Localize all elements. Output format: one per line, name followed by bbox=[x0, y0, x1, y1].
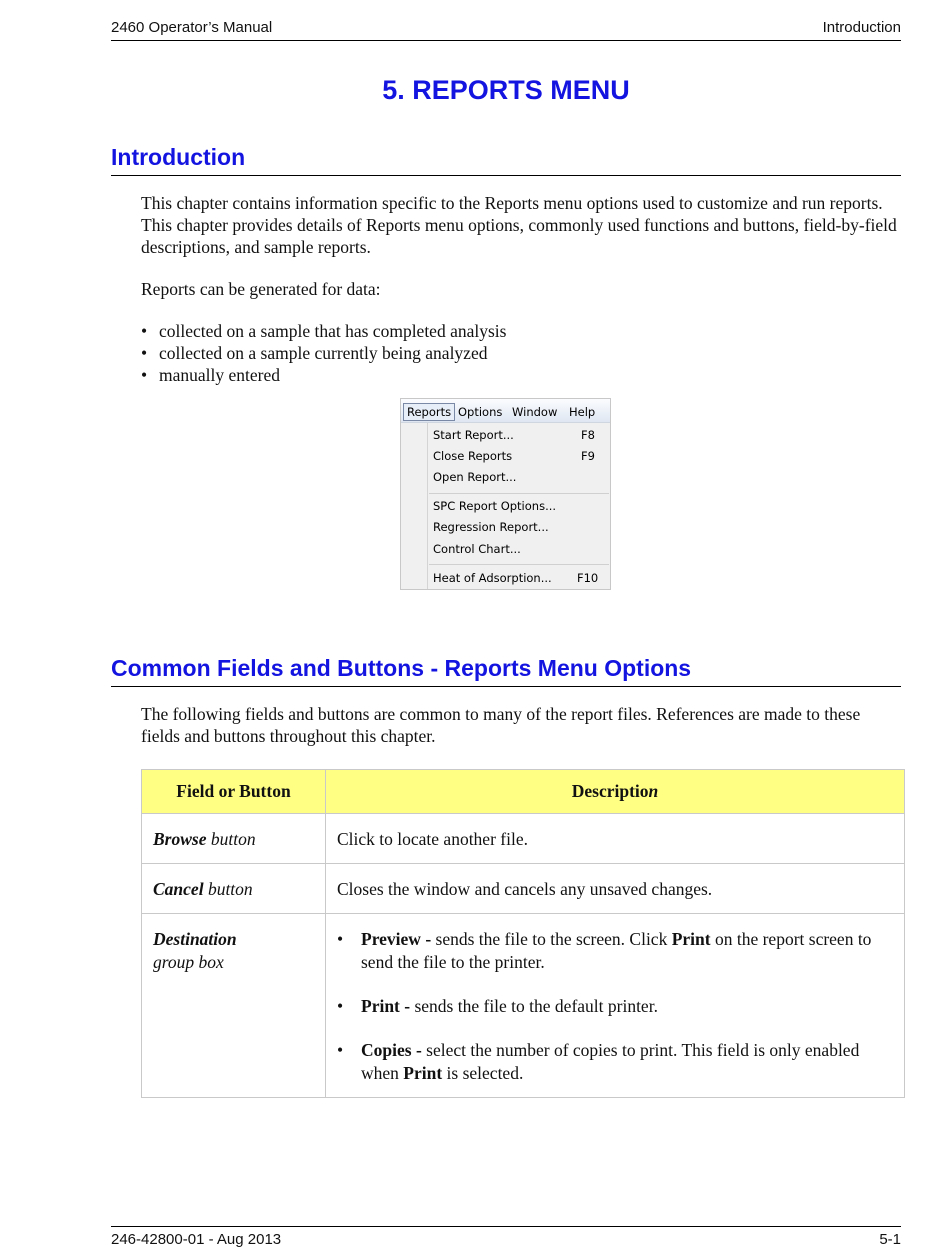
chapter-title: 5. REPORTS MENU bbox=[382, 75, 630, 105]
table-row bbox=[142, 864, 905, 914]
shortcut-f8: F8 bbox=[581, 428, 595, 442]
list-item: • collected on a sample that has completed analysis bbox=[141, 321, 507, 341]
menu-item-regression-report[interactable]: Regression Report... bbox=[433, 520, 549, 534]
data-source-list bbox=[141, 320, 841, 386]
menu-help[interactable]: Help bbox=[569, 405, 596, 419]
field-name-cell: Destination group box bbox=[142, 914, 326, 1098]
menu-separator bbox=[429, 564, 609, 565]
header-manual-title: 2460 Operator’s Manual bbox=[111, 19, 273, 36]
common-fields-heading: Common Fields and Buttons - Reports Menu Options bbox=[111, 655, 901, 687]
menu-item-spc-report-options[interactable]: SPC Report Options... bbox=[433, 499, 557, 513]
menu-item-control-chart[interactable]: Control Chart... bbox=[433, 542, 521, 556]
list-item: • collected on a sample currently being analyzed bbox=[141, 343, 488, 363]
shortcut-f9: F9 bbox=[581, 449, 595, 463]
description-cell bbox=[326, 914, 905, 1098]
menu-options[interactable]: Options bbox=[458, 405, 503, 419]
header-section-title: Introduction bbox=[822, 19, 901, 36]
page-number: 5-1 bbox=[879, 1231, 901, 1248]
footer-doc-number: 246-42800-01 - Aug 2013 bbox=[111, 1231, 282, 1248]
menu-item-heat-of-adsorption[interactable]: Heat of Adsorption... bbox=[433, 571, 552, 585]
reports-menu-screenshot bbox=[400, 398, 611, 590]
list-item: • Print - sends the file to the default printer. bbox=[337, 996, 658, 1016]
table-row bbox=[142, 814, 905, 864]
intro-paragraph-data: Reports can be generated for data: bbox=[141, 279, 381, 299]
running-header bbox=[111, 17, 901, 41]
menu-bar bbox=[401, 399, 610, 423]
description-cell: Click to locate another file. bbox=[326, 814, 905, 864]
menu-item-close-reports[interactable]: Close Reports bbox=[433, 449, 513, 463]
menu-item-start-report[interactable]: Start Report... bbox=[433, 428, 514, 442]
list-item: • Preview - sends the file to the screen. Click Print on the report screen to send the file to the printer. bbox=[337, 929, 872, 972]
table-header-row bbox=[142, 770, 905, 814]
table-row bbox=[142, 914, 905, 1098]
menu-window[interactable]: Window bbox=[512, 405, 558, 419]
field-name-cell: Browse button bbox=[142, 814, 326, 864]
description-cell: Closes the window and cancels any unsaved changes. bbox=[326, 864, 905, 914]
running-footer bbox=[111, 1226, 901, 1250]
list-item: • Copies - select the number of copies to print. This field is only enabled when Print is selected. bbox=[337, 1040, 860, 1083]
menu-gutter bbox=[427, 423, 428, 589]
column-header-field: Field or Button bbox=[142, 770, 326, 814]
field-name-cell: Cancel button bbox=[142, 864, 326, 914]
menu-reports[interactable]: Reports bbox=[403, 403, 455, 421]
menu-separator bbox=[429, 493, 609, 494]
destination-options-list bbox=[337, 928, 893, 1085]
column-header-description: Description bbox=[326, 770, 905, 814]
menu-item-open-report[interactable]: Open Report... bbox=[433, 470, 517, 484]
intro-paragraph: This chapter contains information specific to the Reports menu options used to customize and run reports. This chapter provides details of Reports menu options, commonly used functions and buttons, field-by-field descriptions, and sample reports. bbox=[141, 193, 897, 257]
intro-heading: Introduction bbox=[111, 144, 901, 176]
fields-table bbox=[141, 769, 905, 1098]
shortcut-f10: F10 bbox=[577, 571, 599, 585]
common-fields-paragraph: The following fields and buttons are common to many of the report files. References are made to these fields and buttons throughout this chapter. bbox=[141, 704, 861, 746]
list-item: • manually entered bbox=[141, 365, 280, 385]
